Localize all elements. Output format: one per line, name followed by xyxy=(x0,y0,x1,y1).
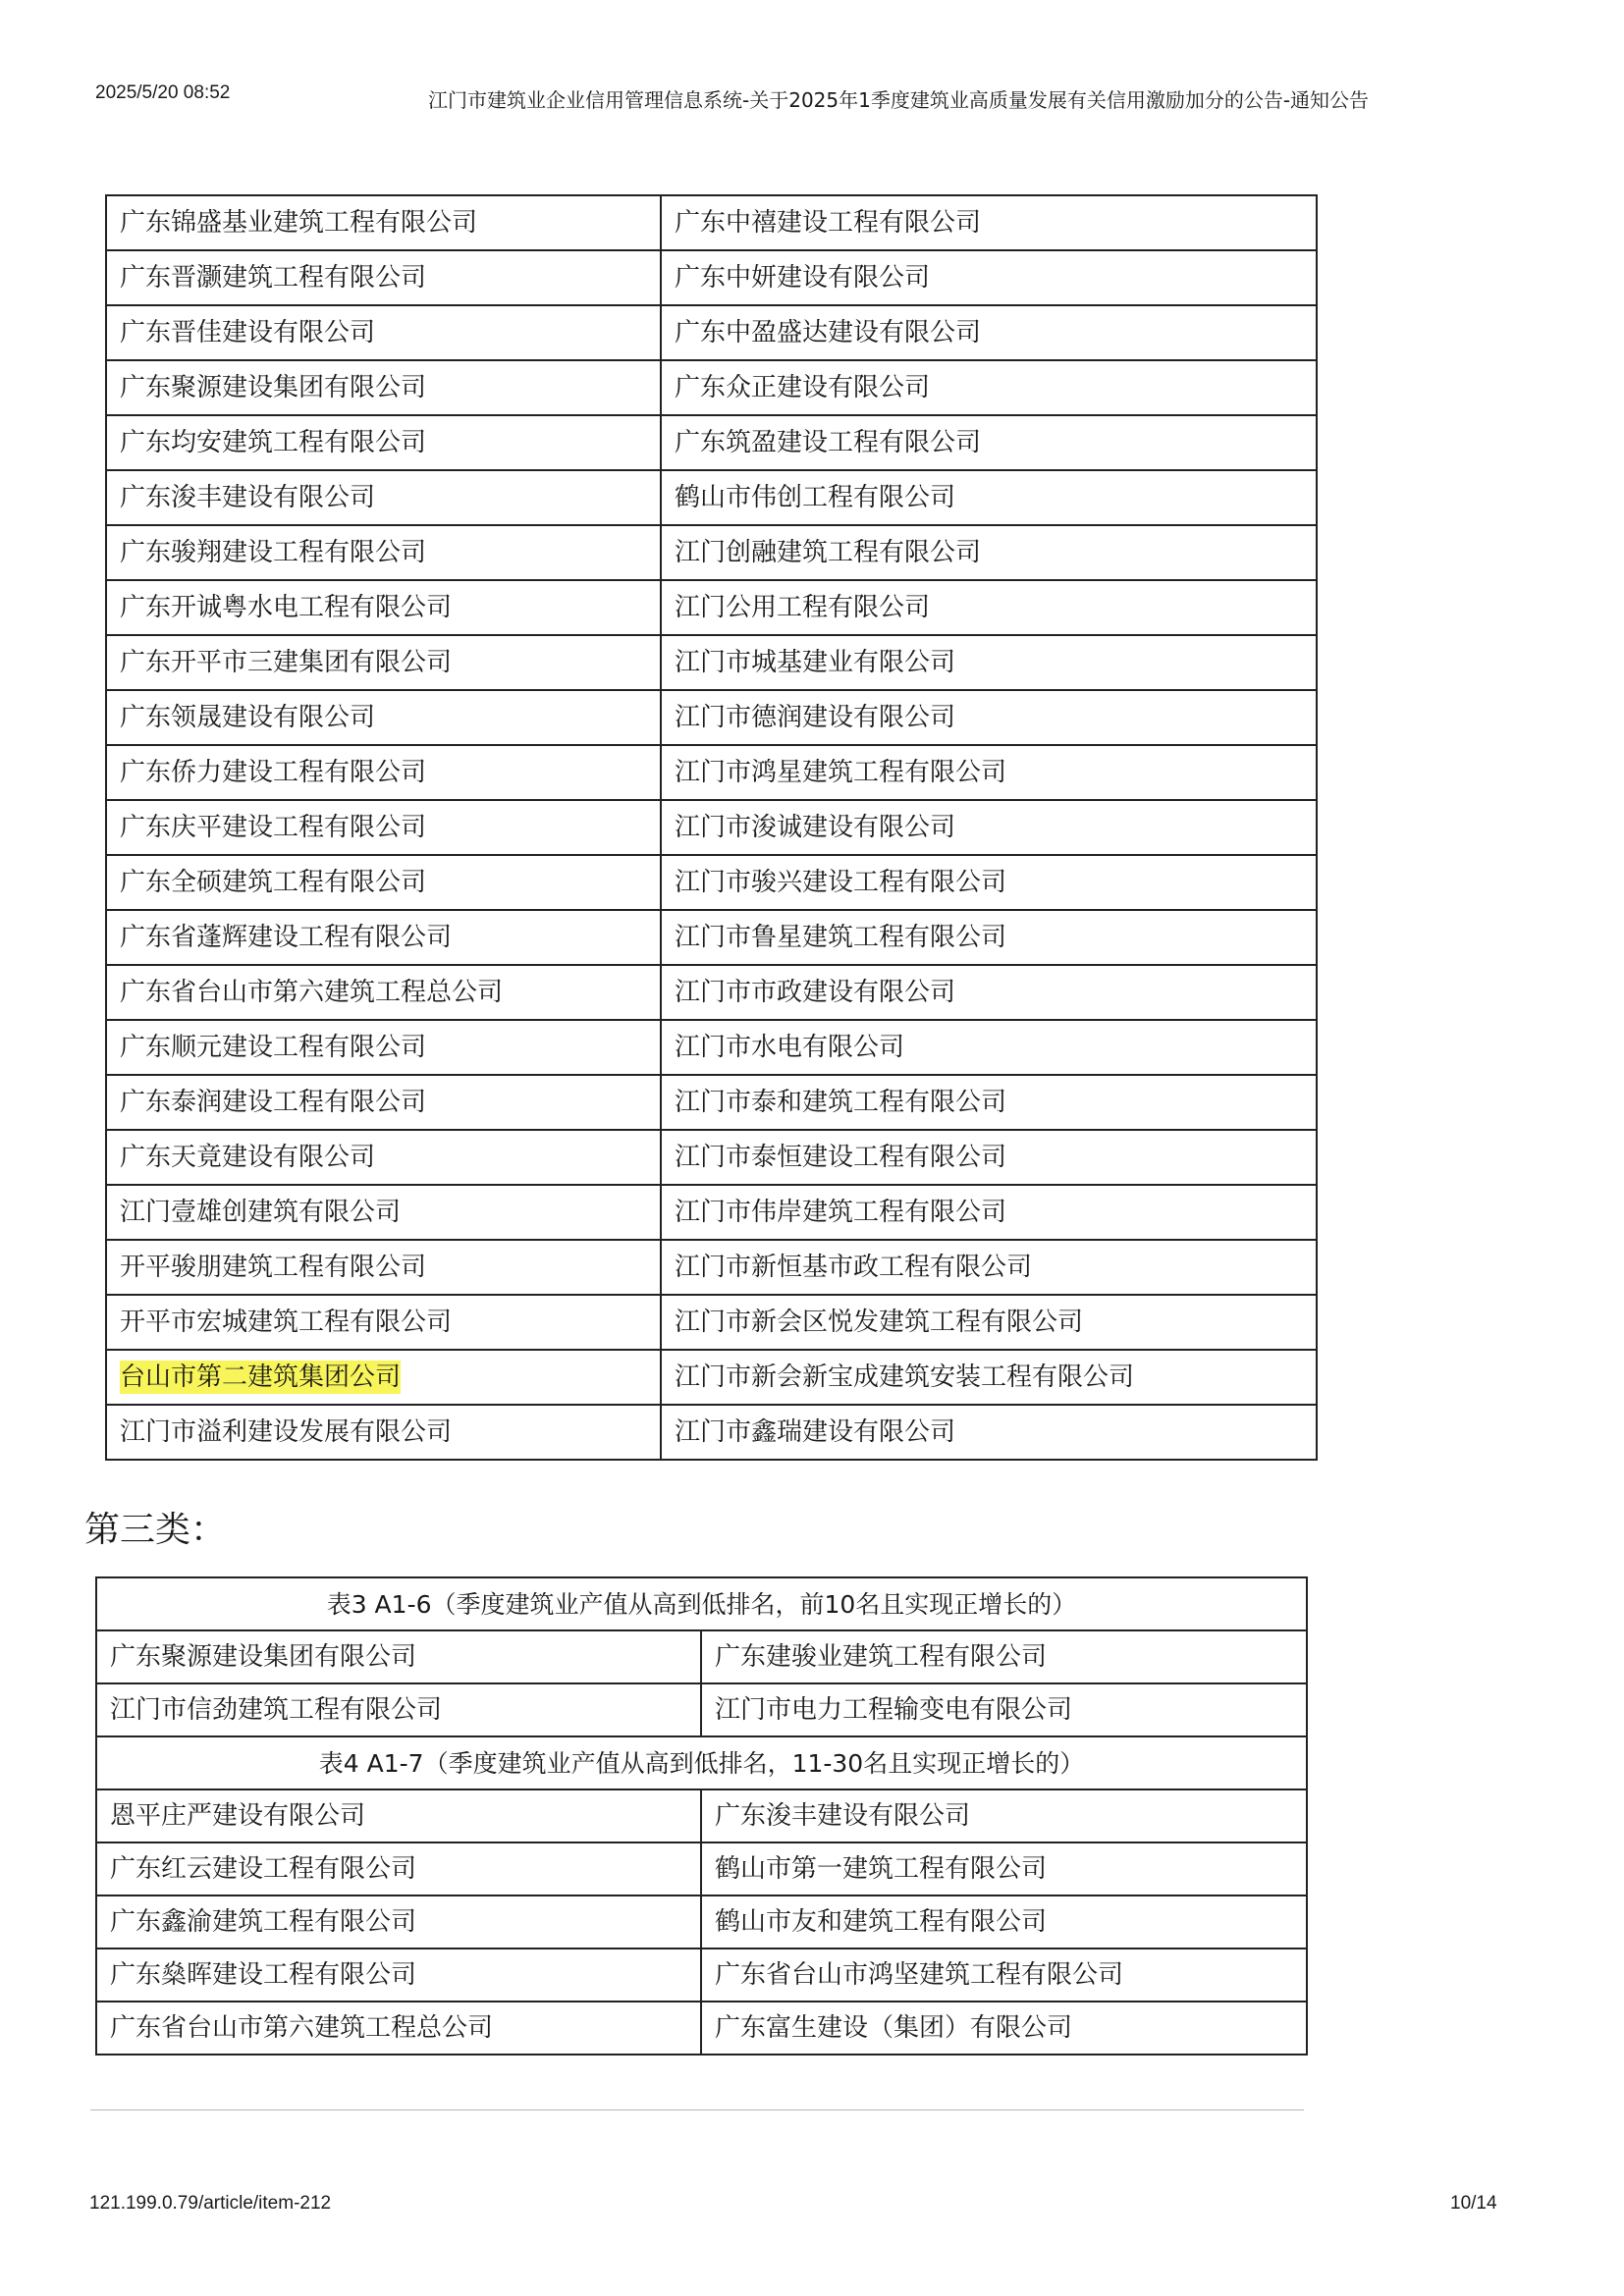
table-row xyxy=(106,855,1317,910)
table-cell xyxy=(106,1295,661,1350)
company-name: 广东晋佳建设有限公司 xyxy=(120,318,376,347)
company-name: 江门市电力工程输变电有限公司 xyxy=(715,1695,1073,1725)
table-cell xyxy=(106,965,661,1020)
company-name: 江门市浚诚建设有限公司 xyxy=(675,813,956,842)
table-cell xyxy=(106,415,661,470)
company-name: 广东建骏业建筑工程有限公司 xyxy=(715,1642,1048,1672)
company-name: 广东众正建设有限公司 xyxy=(675,373,931,402)
company-name: 广东鑫渝建筑工程有限公司 xyxy=(110,1907,417,1937)
table-cell xyxy=(106,635,661,690)
company-name: 广东中妍建设有限公司 xyxy=(675,263,931,293)
table3-caption-row xyxy=(96,1577,1307,1630)
table-cell xyxy=(106,1130,661,1185)
table-cell xyxy=(661,360,1317,415)
table-cell xyxy=(96,1842,701,1896)
company-name: 广东红云建设工程有限公司 xyxy=(110,1854,417,1884)
company-name: 广东侨力建设工程有限公司 xyxy=(120,758,427,787)
company-name: 江门市溢利建设发展有限公司 xyxy=(120,1417,453,1447)
table-cell xyxy=(106,250,661,305)
table-row xyxy=(106,305,1317,360)
table-row xyxy=(96,1896,1307,1949)
table-row xyxy=(106,1295,1317,1350)
table-cell xyxy=(661,1185,1317,1240)
table-cell xyxy=(701,1949,1307,2002)
table-cell xyxy=(661,580,1317,635)
table-row xyxy=(106,745,1317,800)
table-cell xyxy=(661,690,1317,745)
table-cell xyxy=(661,1130,1317,1185)
company-name: 广东筑盈建设工程有限公司 xyxy=(675,428,982,457)
company-name: 江门创融建筑工程有限公司 xyxy=(675,538,982,567)
company-name: 广东开诚粤水电工程有限公司 xyxy=(120,593,453,622)
table-cell xyxy=(106,1405,661,1460)
table-cell xyxy=(661,415,1317,470)
table-cell xyxy=(106,1020,661,1075)
table-cell xyxy=(106,800,661,855)
table-row xyxy=(96,1949,1307,2002)
table-cell xyxy=(106,195,661,250)
table-cell xyxy=(661,965,1317,1020)
table-cell xyxy=(701,1630,1307,1683)
table3-caption: 表3 A1-6（季度建筑业产值从高到低排名，前10名且实现正增长的） xyxy=(96,1577,1307,1630)
table4-caption: 表4 A1-7（季度建筑业产值从高到低排名，11-30名且实现正增长的） xyxy=(96,1736,1307,1789)
company-table-continued xyxy=(105,194,1318,1461)
company-name: 江门市水电有限公司 xyxy=(675,1033,905,1062)
table4-body xyxy=(96,1789,1307,2055)
company-name: 广东骏翔建设工程有限公司 xyxy=(120,538,427,567)
table-cell xyxy=(106,1350,661,1405)
table-row xyxy=(106,1075,1317,1130)
table-row xyxy=(96,1842,1307,1896)
table-row xyxy=(106,195,1317,250)
table-row xyxy=(106,910,1317,965)
company-name: 恩平庄严建设有限公司 xyxy=(110,1801,366,1831)
table-row xyxy=(106,525,1317,580)
table-row xyxy=(96,1789,1307,1842)
company-name: 江门市伟岸建筑工程有限公司 xyxy=(675,1198,1007,1227)
header-timestamp: 2025/5/20 08:52 xyxy=(95,82,231,103)
footer-divider xyxy=(90,2109,1304,2110)
table-cell xyxy=(661,250,1317,305)
header-title: 江门市建筑业企业信用管理信息系统-关于2025年1季度建筑业高质量发展有关信用激励加分的公告-通知公告 xyxy=(428,88,1370,112)
company-name: 江门市新会新宝成建筑安装工程有限公司 xyxy=(675,1362,1135,1392)
table-cell xyxy=(661,800,1317,855)
table-row xyxy=(106,1130,1317,1185)
company-name: 鹤山市第一建筑工程有限公司 xyxy=(715,1854,1048,1884)
table-cell xyxy=(661,1240,1317,1295)
company-name: 广东开平市三建集团有限公司 xyxy=(120,648,453,677)
company-name: 广东泰润建设工程有限公司 xyxy=(120,1088,427,1117)
company-name: 广东顺元建设工程有限公司 xyxy=(120,1033,427,1062)
company-name: 江门市信劲建筑工程有限公司 xyxy=(110,1695,443,1725)
company-name: 广东聚源建设集团有限公司 xyxy=(120,373,427,402)
company-name: 江门市新恒基市政工程有限公司 xyxy=(675,1253,1033,1282)
table-cell xyxy=(96,2002,701,2055)
table-row xyxy=(106,1240,1317,1295)
table-cell xyxy=(701,1789,1307,1842)
table-cell xyxy=(661,1075,1317,1130)
table-cell xyxy=(106,910,661,965)
table-row xyxy=(96,1683,1307,1736)
company-name: 广东天竟建设有限公司 xyxy=(120,1143,376,1172)
table-cell xyxy=(701,1896,1307,1949)
table-cell xyxy=(96,1896,701,1949)
company-name: 广东均安建筑工程有限公司 xyxy=(120,428,427,457)
table-row xyxy=(106,580,1317,635)
table-cell xyxy=(96,1789,701,1842)
table-row xyxy=(106,470,1317,525)
table-cell xyxy=(106,690,661,745)
company-name: 江门市鑫瑞建设有限公司 xyxy=(675,1417,956,1447)
table-cell xyxy=(661,1295,1317,1350)
table-cell xyxy=(106,580,661,635)
table-cell xyxy=(661,470,1317,525)
table-cell xyxy=(96,1683,701,1736)
company-name: 江门市新会区悦发建筑工程有限公司 xyxy=(675,1308,1084,1337)
table-cell xyxy=(106,360,661,415)
company-name: 开平市宏城建筑工程有限公司 xyxy=(120,1308,453,1337)
table-cell xyxy=(96,1630,701,1683)
company-name: 台山市第二建筑集团公司 xyxy=(120,1362,402,1392)
company-name: 江门壹雄创建筑有限公司 xyxy=(120,1198,402,1227)
company-name: 鹤山市伟创工程有限公司 xyxy=(675,483,956,512)
table-row xyxy=(96,2002,1307,2055)
company-name: 江门市城基建业有限公司 xyxy=(675,648,956,677)
table-row xyxy=(106,690,1317,745)
table-row xyxy=(106,415,1317,470)
company-name: 广东燊晖建设工程有限公司 xyxy=(110,1960,417,1990)
company-name: 广东浚丰建设有限公司 xyxy=(120,483,376,512)
table-cell xyxy=(106,305,661,360)
table3-body xyxy=(96,1630,1307,1736)
table-cell xyxy=(661,1020,1317,1075)
company-name: 江门市德润建设有限公司 xyxy=(675,703,956,732)
table-row xyxy=(106,1350,1317,1405)
table-row xyxy=(96,1630,1307,1683)
table-row xyxy=(106,800,1317,855)
company-name: 广东全硕建筑工程有限公司 xyxy=(120,868,427,897)
company-name: 江门市鸿星建筑工程有限公司 xyxy=(675,758,1007,787)
company-name: 广东富生建设（集团）有限公司 xyxy=(715,2013,1073,2043)
company-name: 广东省蓬辉建设工程有限公司 xyxy=(120,923,453,952)
company-name: 广东中禧建设工程有限公司 xyxy=(675,208,982,238)
category-3-table xyxy=(95,1576,1308,2056)
company-name: 广东聚源建设集团有限公司 xyxy=(110,1642,417,1672)
table-cell xyxy=(661,910,1317,965)
table4-caption-row xyxy=(96,1736,1307,1789)
section-heading-category-3: 第三类： xyxy=(84,1510,227,1550)
company-name: 开平骏朋建筑工程有限公司 xyxy=(120,1253,427,1282)
table-cell xyxy=(701,2002,1307,2055)
table-cell xyxy=(661,1350,1317,1405)
footer-url: 121.199.0.79/article/item-212 xyxy=(89,2193,332,2214)
company-name: 广东庆平建设工程有限公司 xyxy=(120,813,427,842)
table-cell xyxy=(106,745,661,800)
company-name: 广东晋灏建筑工程有限公司 xyxy=(120,263,427,293)
table-cell xyxy=(661,195,1317,250)
company-name: 广东中盈盛达建设有限公司 xyxy=(675,318,982,347)
table-cell xyxy=(701,1683,1307,1736)
footer-page-number: 10/14 xyxy=(1450,2193,1497,2214)
company-name: 鹤山市友和建筑工程有限公司 xyxy=(715,1907,1048,1937)
company-name: 江门公用工程有限公司 xyxy=(675,593,931,622)
table-row xyxy=(106,635,1317,690)
table-row xyxy=(106,1185,1317,1240)
table-row xyxy=(106,1020,1317,1075)
table-cell xyxy=(106,1185,661,1240)
table-cell xyxy=(106,470,661,525)
table-cell xyxy=(106,1240,661,1295)
company-name: 江门市泰恒建设工程有限公司 xyxy=(675,1143,1007,1172)
table-cell xyxy=(701,1842,1307,1896)
company-name: 广东锦盛基业建筑工程有限公司 xyxy=(120,208,478,238)
company-table-body xyxy=(106,195,1317,1460)
table-cell xyxy=(661,745,1317,800)
table-row xyxy=(106,360,1317,415)
company-name: 广东省台山市鸿坚建筑工程有限公司 xyxy=(715,1960,1124,1990)
table-cell xyxy=(96,1949,701,2002)
table-cell xyxy=(661,855,1317,910)
company-name: 广东省台山市第六建筑工程总公司 xyxy=(120,978,504,1007)
table-cell xyxy=(106,855,661,910)
table-row xyxy=(106,250,1317,305)
table-cell xyxy=(106,1075,661,1130)
company-name: 江门市泰和建筑工程有限公司 xyxy=(675,1088,1007,1117)
table-cell xyxy=(661,635,1317,690)
table-cell xyxy=(661,525,1317,580)
table-cell xyxy=(661,305,1317,360)
table-cell xyxy=(661,1405,1317,1460)
company-name: 广东省台山市第六建筑工程总公司 xyxy=(110,2013,494,2043)
company-name: 广东浚丰建设有限公司 xyxy=(715,1801,971,1831)
table-row xyxy=(106,965,1317,1020)
company-name: 江门市骏兴建设工程有限公司 xyxy=(675,868,1007,897)
company-name: 江门市市政建设有限公司 xyxy=(675,978,956,1007)
table-cell xyxy=(106,525,661,580)
company-name: 广东领晟建设有限公司 xyxy=(120,703,376,732)
company-name: 江门市鲁星建筑工程有限公司 xyxy=(675,923,1007,952)
table-row xyxy=(106,1405,1317,1460)
